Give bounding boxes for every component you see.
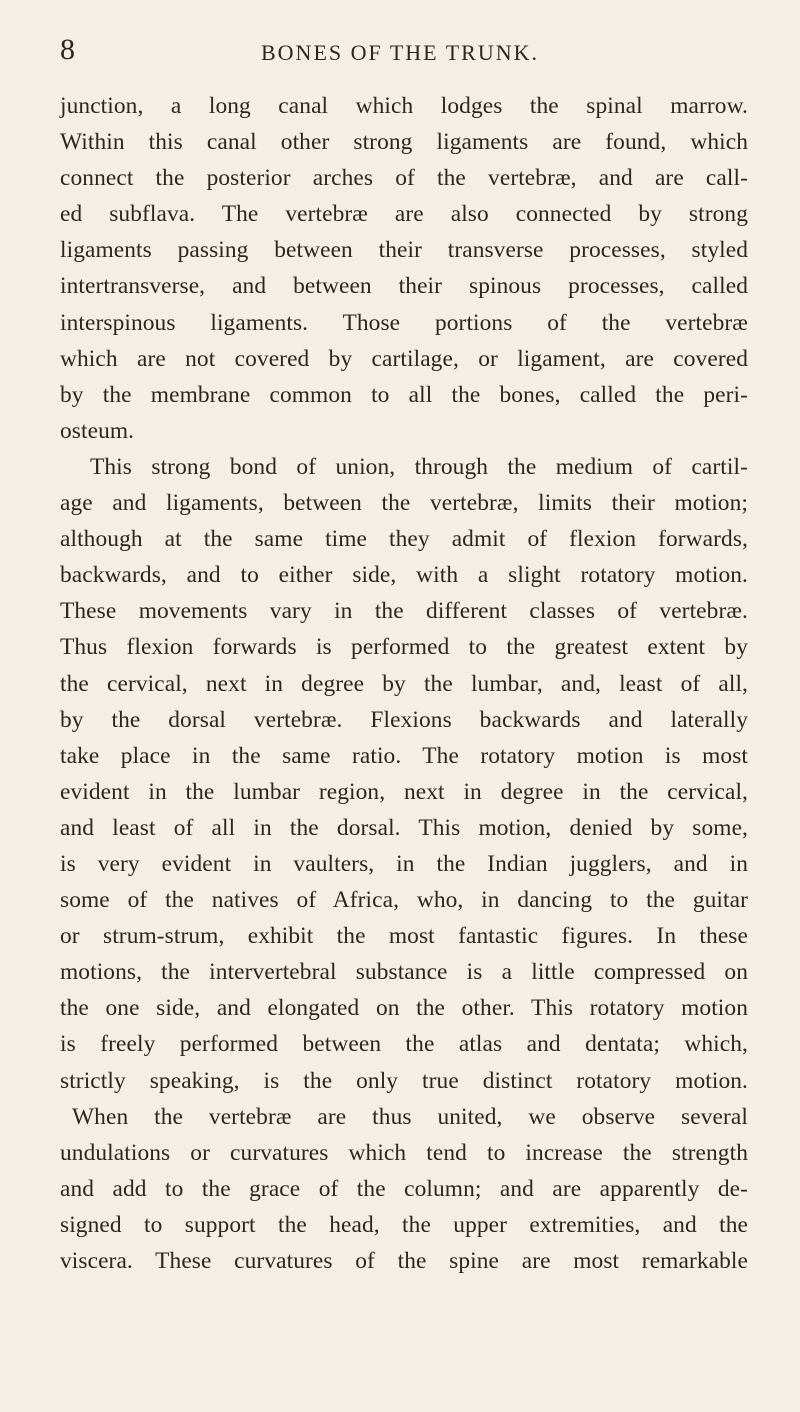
- body-text: [60, 88, 748, 1279]
- text-line: the cervical, next in degree by the lumbar, and, least of all,: [60, 670, 748, 697]
- text-line: and add to the grace of the column; and are apparently de-: [60, 1175, 748, 1202]
- text-line: undulations or curvatures which tend to increase the strength: [60, 1139, 748, 1166]
- text-line: intertransverse, and between their spinous processes, called: [60, 273, 748, 300]
- text-line: age and ligaments, between the vertebræ, limits their motion;: [60, 490, 748, 517]
- text-line: or strum-strum, exhibit the most fantastic figures. In these: [60, 923, 748, 950]
- text-line: signed to support the head, the upper extremities, and the: [60, 1211, 748, 1238]
- text-line: ligaments passing between their transverse processes, styled: [60, 237, 748, 264]
- text-line: which are not covered by cartilage, or ligament, are covered: [60, 345, 748, 372]
- text-line: and least of all in the dorsal. This motion, denied by some,: [60, 814, 748, 841]
- text-line: is freely performed between the atlas and dentata; which,: [60, 1031, 748, 1058]
- text-line: by the membrane common to all the bones, called the peri-: [60, 381, 748, 408]
- text-line: interspinous ligaments. Those portions of the vertebræ: [60, 309, 748, 336]
- text-line: These movements vary in the different classes of vertebræ.: [60, 598, 748, 625]
- text-line: strictly speaking, is the only true distinct rotatory motion.: [60, 1067, 748, 1094]
- text-line: is very evident in vaulters, in the Indian jugglers, and in: [60, 850, 748, 877]
- text-line: take place in the same ratio. The rotatory motion is most: [60, 742, 748, 769]
- text-line: evident in the lumbar region, next in degree in the cervical,: [60, 778, 748, 805]
- text-line: the one side, and elongated on the other. This rotatory motion: [60, 995, 748, 1022]
- text-line: some of the natives of Africa, who, in dancing to the guitar: [60, 887, 748, 914]
- text-line: Within this canal other strong ligaments are found, which: [60, 129, 748, 156]
- text-line: by the dorsal vertebræ. Flexions backwards and laterally: [60, 706, 748, 733]
- page-header: [60, 30, 740, 74]
- page-number: 8: [60, 33, 75, 66]
- text-line: connect the posterior arches of the vertebræ, and are call-: [60, 165, 748, 192]
- paragraph-start-line: This strong bond of union, through the medium of cartil-: [90, 453, 748, 480]
- text-line: ed subflava. The vertebræ are also connected by strong: [60, 201, 748, 228]
- text-line: junction, a long canal which lodges the spinal marrow.: [60, 93, 748, 119]
- text-line: although at the same time they admit of flexion forwards,: [60, 526, 748, 553]
- text-line: backwards, and to either side, with a slight rotatory motion.: [60, 562, 748, 589]
- text-line: Thus flexion forwards is performed to the greatest extent by: [60, 634, 748, 661]
- text-line: motions, the intervertebral substance is a little compressed on: [60, 959, 748, 986]
- text-line: osteum.: [60, 417, 135, 444]
- text-line: When the vertebræ are thus united, we observe several: [72, 1103, 748, 1130]
- running-head: BONES OF THE TRUNK.: [261, 40, 539, 65]
- text-line: viscera. These curvatures of the spine are most remarkable: [60, 1248, 748, 1274]
